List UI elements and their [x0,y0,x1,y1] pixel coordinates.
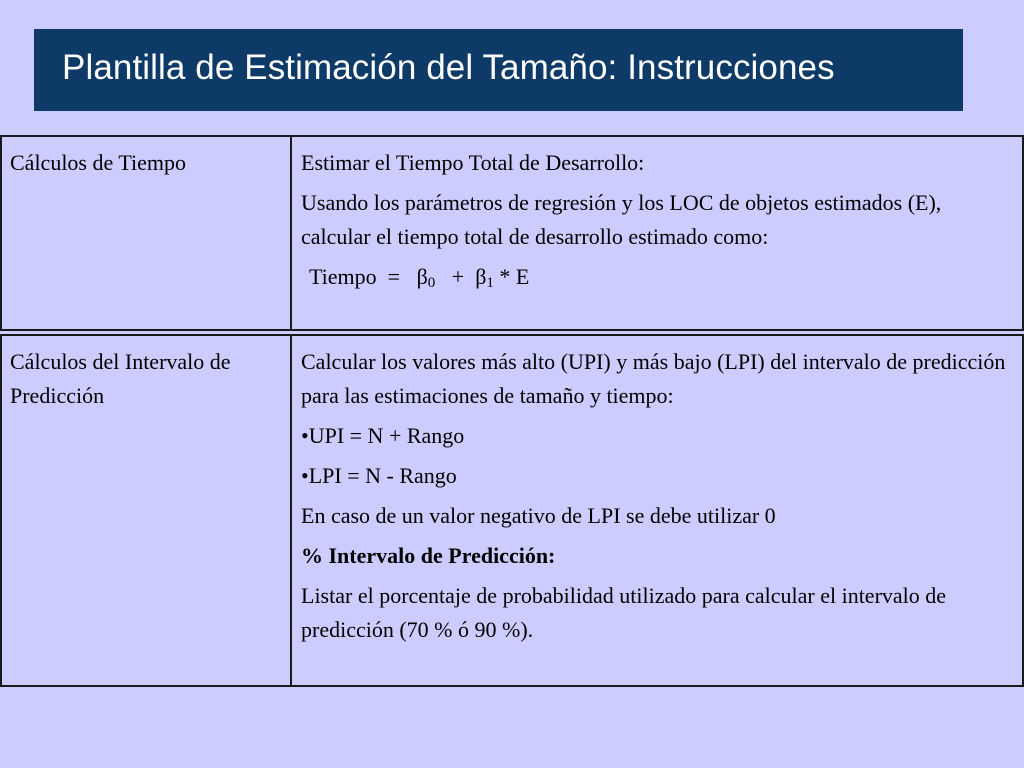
percent-interval-description: Listar el porcentaje de probabilidad utilizado para calcular el intervalo de predicción (70 % ó 90 %). [301,583,947,642]
time-section-label: Cálculos de Tiempo [2,137,292,329]
time-description: Usando los parámetros de regresión y los LOC de objetos estimados (E), calcular el tiempo total de desarrollo estimado como: [301,190,942,249]
time-heading: Estimar el Tiempo Total de Desarrollo: [301,150,645,175]
negative-lpi-note: En caso de un valor negativo de LPI se debe utilizar 0 [301,503,776,528]
formula-rest: * E [499,264,530,289]
formula-beta0: β [416,264,428,289]
slide-title: Plantilla de Estimación del Tamaño: Instrucciones [62,48,835,87]
time-calculation-section [0,135,1024,331]
formula-beta0-subscript: 0 [427,275,436,291]
lpi-bullet: •LPI = N - Rango [301,463,457,488]
formula-beta1: β [475,264,487,289]
prediction-interval-section [0,334,1024,687]
time-formula [301,260,1008,294]
interval-section-label: Cálculos del Intervalo de Predicción [2,336,292,685]
interval-section-content [292,336,1022,685]
formula-plus: + [451,264,465,289]
formula-lhs: Tiempo [309,264,377,289]
upi-bullet: •UPI = N + Rango [301,423,465,448]
time-section-content [292,137,1022,329]
formula-equals: = [387,264,401,289]
formula-beta1-subscript: 1 [486,275,494,291]
interval-description: Calcular los valores más alto (UPI) y más bajo (LPI) del intervalo de predicción para las estimaciones de tamaño y tiempo: [301,349,1006,408]
percent-interval-heading: % Intervalo de Predicción: [301,543,556,568]
title-bar [34,29,963,111]
